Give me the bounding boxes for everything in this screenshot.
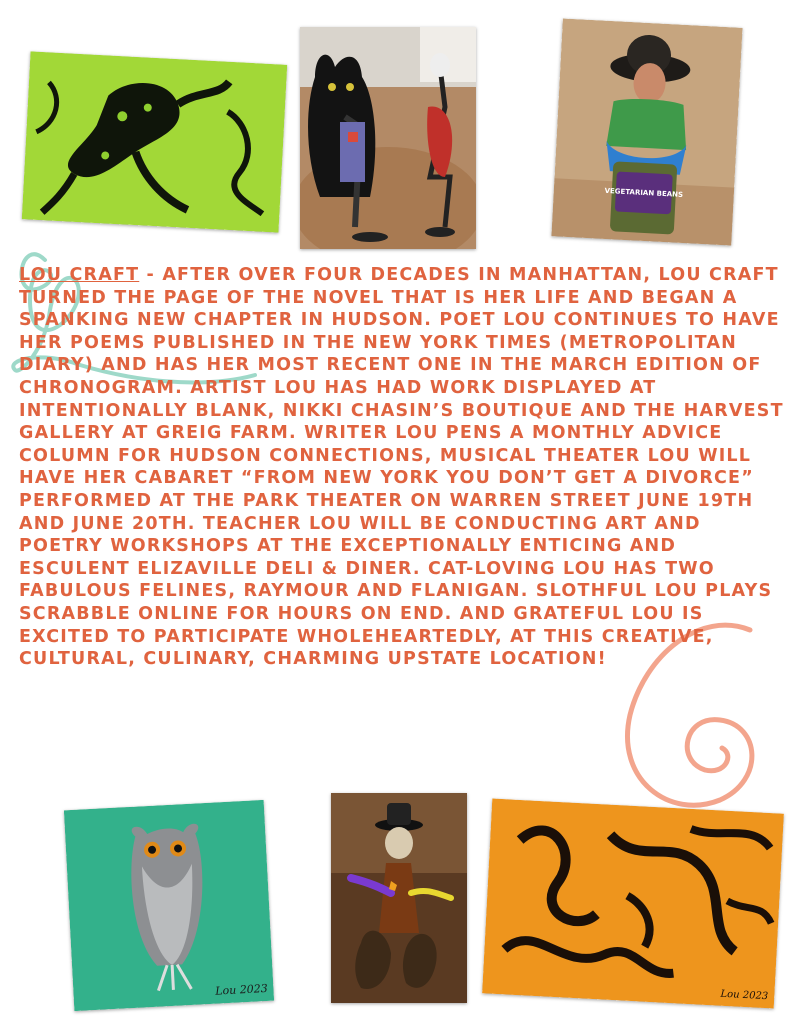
owl-signature: Lou 2023: [214, 981, 269, 998]
cowboy-bottle-sculpture-photo: [331, 793, 467, 1003]
orange-painting-photo: [482, 798, 784, 1008]
orange-painting-signature: Lou 2023: [720, 988, 769, 1003]
owl-painting-photo: [64, 800, 274, 1011]
cat-sculptures-photo: [300, 27, 476, 249]
bio-name: LOU CRAFT: [19, 265, 140, 285]
bio-paragraph: [19, 264, 789, 671]
bio-text: - AFTER OVER FOUR DECADES IN MANHATTAN, LOU CRAFT TURNED THE PAGE OF THE NOVEL THAT IS HER LIFE AND BEGAN A SPANKING NEW CHAPTER IN HUDSON. POET LOU CONTINUES TO HAVE HER POEMS PUBLISHED IN THE NEW YORK TIMES (METROPOLITAN DIARY) AND HAS HER MOST RECENT ONE IN THE MARCH EDITION OF CHRONOGRAM. ARTIST LOU HAS HAD WORK DISPLAYED AT INTENTIONALLY BLANK, NIKKI CHASIN’S BOUTIQUE AND THE HARVEST GALLERY AT GREIG FARM. WRITER LOU PENS A MONTHLY ADVICE COLUMN FOR HUDSON CONNECTIONS, MUSICAL THEATER LOU WILL HAVE HER CABARET “FROM NEW YORK YOU DON’T GET A DIVORCE” PERFORMED AT THE PARK THEATER ON WARREN STREET JUNE 19TH AND JUNE 20TH. TEACHER LOU WILL BE CONDUCTING ART AND POETRY WORKSHOPS AT THE EXCEPTIONALLY ENTICING AND ESCULENT ELIZAVILLE DELI & DINER. CAT-LOVING LOU HAS TWO FABULOUS FELINES, RAYMOUR AND FLANIGAN. SLOTHFUL LOU PLAYS SCRABBLE ONLINE FOR HOURS ON END. AND GRATEFUL LOU IS EXCITED TO PARTICIPATE WHOLEHEARTEDLY, AT THIS CREATIVE, CULTURAL, CULINARY, CHARMING UPSTATE LOCATION!: [19, 265, 784, 670]
green-painting-photo: [22, 51, 287, 232]
bean-can-label: VEGETARIAN BEANS: [604, 186, 684, 199]
bean-can-sculpture-photo: [551, 18, 742, 245]
